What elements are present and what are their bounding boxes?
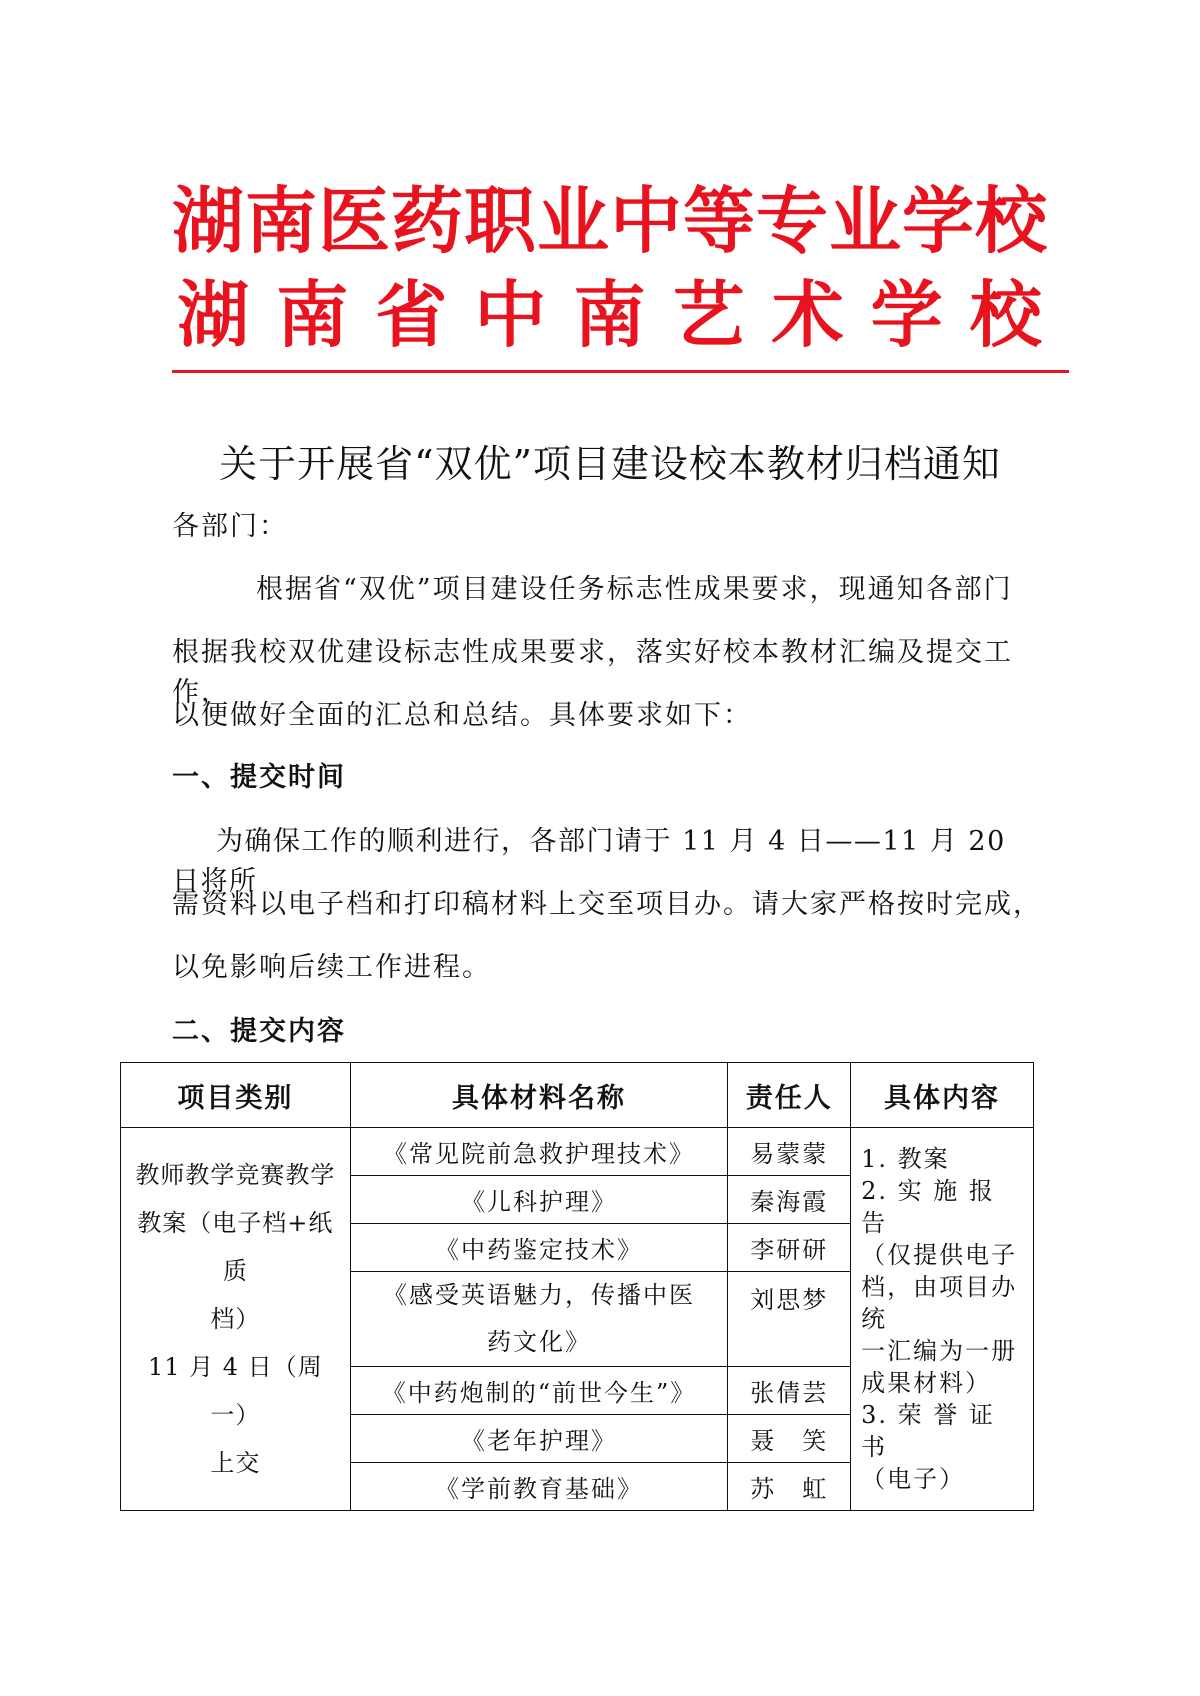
content-line: （仅提供电子: [861, 1241, 1018, 1269]
responsible-person: 聂 笑: [728, 1415, 851, 1463]
material-name: 《感受英语魅力，传播中医药文化》: [350, 1272, 728, 1367]
header-material: 具体材料名称: [350, 1063, 728, 1128]
material-name: 《中药炮制的“前世今生”》: [350, 1367, 728, 1415]
material-name: 《老年护理》: [350, 1415, 728, 1463]
intro-line-1: 根据省“双优”项目建设任务标志性成果要求，现通知各部门: [256, 574, 1013, 605]
material-name: 《中药鉴定技术》: [350, 1224, 728, 1272]
time-line-3: 以免影响后续工作进程。: [172, 952, 491, 983]
content-line: 一汇编为一册: [861, 1337, 1018, 1365]
section-heading-content: 二、提交内容: [172, 1016, 346, 1047]
school-name-primary: 湖南医药职业中等专业学校: [171, 179, 1048, 263]
notice-title: 关于开展省“双优”项目建设校本教材归档通知: [219, 442, 1001, 486]
responsible-person: 易蒙蒙: [728, 1128, 851, 1176]
submission-table: [120, 1062, 1034, 1511]
content-line: （电子）: [861, 1465, 966, 1493]
category-line: 11 月 4 日（周一）: [148, 1353, 323, 1429]
category-line: 教师教学竞赛教学: [135, 1161, 336, 1189]
category-cell: [121, 1128, 351, 1511]
header-content: 具体内容: [851, 1063, 1034, 1128]
intro-line-2: 根据我校双优建设标志性成果要求，落实好校本教材汇编及提交工作，: [172, 637, 1013, 708]
content-line: 成果材料）: [861, 1369, 992, 1397]
responsible-person: 苏 虹: [728, 1463, 851, 1511]
material-name: 《常见院前急救护理技术》: [350, 1128, 728, 1176]
header-divider: [172, 370, 1069, 373]
category-line: 教案（电子档+纸质: [137, 1209, 334, 1285]
material-name: 《儿科护理》: [350, 1176, 728, 1224]
header-category: 项目类别: [121, 1063, 351, 1128]
intro-line-3: 以便做好全面的汇总和总结。具体要求如下：: [172, 700, 752, 731]
school-name-secondary: 湖 南 省 中 南 艺 术 学 校: [177, 273, 1043, 357]
material-name: 《学前教育基础》: [350, 1463, 728, 1511]
content-line: 档，由项目办统: [861, 1273, 1018, 1333]
table-header-row: [121, 1063, 1034, 1128]
responsible-person: 张倩芸: [728, 1367, 851, 1415]
category-line: 上交: [210, 1449, 261, 1477]
responsible-person: 李研研: [728, 1224, 851, 1272]
content-line: 2. 实 施 报 告: [861, 1177, 995, 1237]
time-line-1: 为确保工作的顺利进行，各部门请于 11 月 4 日——11 月 20 日将所: [172, 826, 1006, 897]
salutation: 各部门：: [172, 511, 288, 542]
time-line-2: 需资料以电子档和打印稿材料上交至项目办。请大家严格按时完成，: [172, 889, 1042, 920]
content-line: 1. 教案: [861, 1145, 950, 1173]
section-heading-time: 一、提交时间: [172, 762, 346, 793]
responsible-person: 刘思梦: [728, 1272, 851, 1367]
content-cell: [851, 1128, 1034, 1511]
responsible-person: 秦海霞: [728, 1176, 851, 1224]
content-line: 3. 荣 誉 证 书: [861, 1401, 995, 1461]
table-row: [121, 1128, 1034, 1176]
header-person: 责任人: [728, 1063, 851, 1128]
category-line: 档）: [210, 1305, 261, 1333]
